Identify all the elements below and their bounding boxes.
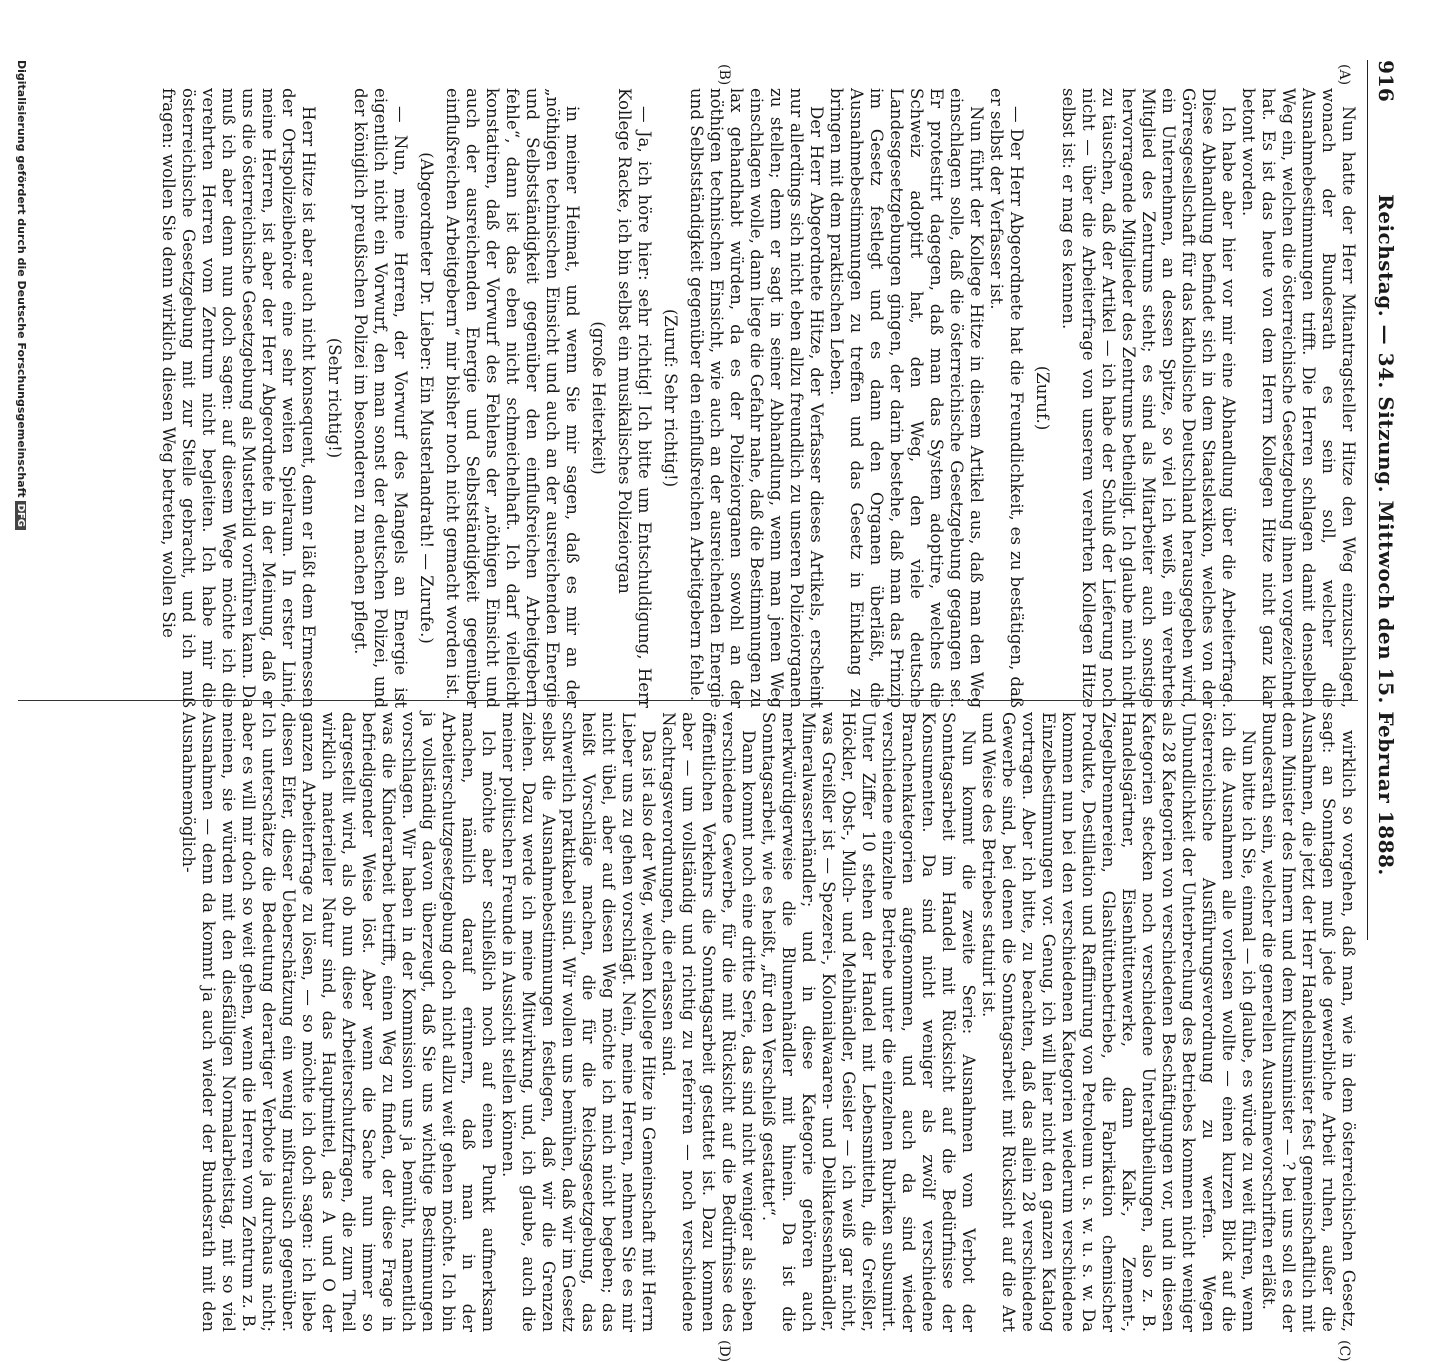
margin-marker-b: (B) <box>716 64 732 86</box>
paragraph: Ich möchte aber schließlich noch auf einen Punkt aufmerksam machen, nämlich darauf erinnern, daß man in der Arbeiterschutzgesetzgebung doch nicht allzu weit gehen möchte. Ich bin ja vollständig davon überzeugt, daß Sie uns wichtige Bestimmungen vorschlagen. Wir haben in der Kommission uns ja bemüht, namentlich was die Kinderarbeit betrifft, einen Weg zu finden, der diese Frage in befriedigender Weise löst. Aber wenn die Sache nun immer so dargestellt wird, als ob nun diese Arbeiterschutzfragen, die zum Theil wirklich materieller Natur sind, das Hauptmittel, das A und O der ganzen Arbeiterfrage zu lösen, — so möchte ich doch sagen: ich liebe diesen Eifer, dieser Ueberschätzung ein wenig mißtrauisch gegenüber. Ich unterschätze die Bedeutung derartiger Verbote ja durchaus nicht; aber es will mir doch so weit gehen, wenn die Herren vom Zentrum z. B. meinen, sie würden mit den diesfälligen Normalarbeitstag, mit so viel Ausnahmen — denn da kommt ja auch wieder der Bundesrath mit den Ausnahmemöglich- <box>179 712 498 1332</box>
paragraph: Ich habe aber hier vor mir eine Abhandlung über die Arbeiterfrage. Diese Abhandlung befindet sich in dem Staatslexikon, welches von der Görresgesellschaft für das katholische Deutschland herausgegeben wird, ein Unternehmen, an dessen Spitze, so viel ich weiß, ein verehrtes Mitglied des Zentrums steht; es sind als Mitarbeiter auch sonstige hervorragende Mitglieder des Zentrums betheiligt. Ich glaube mich nicht zu täuschen, daß der Artikel — ich habe der Schluß der Lieferung noch nicht — über die Arbeiterfrage von unserem verehrten Kollegen Hitze selbst ist: er mag es kennen. <box>1059 88 1238 708</box>
credit-text: Digitalisierung gefördert durch die Deutsche Forschungsgemeinschaft <box>15 60 28 498</box>
paragraph: Nun hatte der Herr Mitantragsteller Hitze den Weg einzuschlagen, wonach der Bundesrath es sein soll, welcher die Ausnahmebestimmungen trifft. Die Herren schlagen damit denselben Weg ein, welchen die österreichische Gesetzgebung ihnen vorgezeichnet hat. Es ist das heute von dem Herrn Kollegen Hitze nicht ganz klar betont worden. <box>1239 88 1358 708</box>
paragraph: (große Heiterkeit) <box>589 321 608 475</box>
paragraph: in meiner Heimat, und wenn Sie mir sagen, daß es mir an der „nöthigen technischen Einsicht und auch an der ausreichenden Energie und Selbstständigkeit gegenüber den einflußreichen Arbeitgebern fehle“, dann ist das eben nicht schmeichelhaft. Ich darf vielleicht konstatiren, daß der Vorwurf des Fehlens der „nöthigen Einsicht und auch der ausreichenden Energie und Selbstständigkeit gegenüber einflußreichen Arbeitgebern“ mir bisher noch nicht gemacht worden ist. <box>443 88 582 708</box>
paragraph: (Zuruf: Sehr richtig!) <box>661 308 680 488</box>
column-divider <box>18 700 1358 701</box>
margin-marker-c: (C) <box>1336 1340 1352 1362</box>
paragraph: (Abgeordneter Dr. Lieber: Ein Musterlandrath! — Zurufe.) <box>417 152 436 644</box>
left-column <box>158 88 1358 708</box>
header-title: Reichstag. — 34. Sitzung. Mittwoch den 15. Februar 1888. <box>1374 194 1398 876</box>
paragraph: wirklich so vorgehen, daß man, wie in dem österreichischen Gesetz, sagt: an Sonntagen muß jede gewerbliche Arbeit ruhen, außer die Ausnahmen, die jetzt der Herr Handelsminister fest gemeinschaftlich mit dem Minister des Innern und dem Kultusminister — ? bei uns soll es der Bundesrath sein, welcher die generellen Ausnahmevorschriften erläßt. <box>1259 712 1358 1332</box>
running-header <box>1372 60 1398 940</box>
paragraph: — Ja, ich höre hier: sehr richtig! Ich bitte um Entschuldigung, Herr Kollege Racke, ich bin selbst ein musikalisches Polizeiorgan <box>615 88 654 708</box>
header-rule <box>1367 60 1368 940</box>
page-number: 916 <box>1374 60 1398 102</box>
paragraph: Herr Hitze ist aber auch nicht konsequent, denn er läßt dem Ermessen der Ortspolizeibehörde eine sehr weiten Spielraum. In erster Linie, meine Herren, ist aber der Herr Abgeordnete in der Meinung, daß er uns die österreichische Gesetzgebung als Musterbild vorführen kann. Da muß ich aber denn nun doch sagen: auf diesem Wege möchte ich die verehrten Herren vom Zentrum nicht begleiten. Ich habe mir die österreichische Gesetzgebung mit zur Stelle gebracht, und ich muß fragen: wollen Sie denn wirklich diesen Weg betreten, wollen Sie <box>159 88 318 708</box>
paragraph: (Zuruf.) <box>1033 365 1052 431</box>
dfg-badge: DFG <box>15 501 26 530</box>
paragraph: Das ist also der Weg, welchen Kollege Hitze in Gemeinschaft mit Herrn Lieber uns zu gehen vorschlägt. Nein, meine Herren, nehmen Sie es mir nicht übel, aber auf diesen Weg möchte ich mich nicht begeben; das heißt Vorschläge machen, die für die Reichsgesetzgebung, das schwerlich praktikabel sind. Wir wollen uns bemühen, daß wir im Gesetz selbst die Ausnahmebestimmungen festlegen, daß wir die Grenzen ziehen. Dazu werde ich meine Mitwirkung, und, ich glaube, auch die meiner politischen Freunde in Aussicht stellen können. <box>499 712 658 1332</box>
digitization-credit <box>15 60 28 530</box>
paragraph: Der Herr Abgeordnete Hitze, der Verfasser dieses Artikels, erscheint nur allerdings sich nicht eben allzu freundlich zu unseren Polizeiorganen zu stellen; denn er sagt in seiner Abhandlung, wenn man jenen Weg einschlagen wolle, dann liege die Gefahr nahe, daß die Bestimmungen zu lax gehandhabt würden, da es der Polizeiorganen sowohl an der nöthigen technischen Einsicht, wie auch an der ausreichenden Energie und Selbstständigkeit gegenüber den einflußreichen Arbeitgebern fehle. <box>687 88 826 708</box>
paragraph: Nun führt der Kollege Hitze in diesem Artikel aus, daß man den Weg einschlagen solle, daß die österreichische Gesetzgebung gegangen sei. Er protestirt dagegen, daß man das System adoptire, welches die Schweiz adoptirt hat, den Weg, den viele deutsche Landesgesetzgebungen gingen, der darin bestehe, daß man das Prinzip im Gesetz festlegt und es dann den Organen überläßt, die Ausnahmebestimmungen zu treffen und das Gesetz in Einklang zu bringen mit dem praktischen Leben. <box>827 88 986 708</box>
margin-marker-a: (A) <box>1336 64 1352 86</box>
paragraph: — Nun, meine Herren, der Vorwurf des Mangels an Energie ist eigentlich nicht ein Vorwurf, den man sonst der deutschen Polizei, und der königlich preußischen Polizei im besonderen zu machen pflegt. <box>351 88 410 708</box>
right-column <box>178 712 1358 1332</box>
paragraph: — Der Herr Abgeordnete hat die Freundlichkeit, es zu bestätigen, daß er selbst der Verfasser ist. <box>987 88 1026 708</box>
paragraph: (Sehr richtig!) <box>325 337 344 459</box>
paragraph: Dann kommt noch eine dritte Serie, das sind nicht weniger als sieben verschiedene Gewerbe, für die mit Rücksicht auf die Bedürfnisse des öffentlichen Verkehrs die Sonntagsarbeit gestattet ist. Dazu kommen aber — um vollständig und richtig zu referiren — noch verschiedene Nachtragsverordnungen, die erlassen sind. <box>659 712 758 1332</box>
paragraph: Nun bitte ich Sie, einmal — ich glaube, es würde zu weit führen, wenn ich die Ausnahmen alle vorlesen wollte — einen kurzen Blick auf die österreichische Ausführungsverordnung zu werfen. Wegen Unbundlichkeit der Unterbrechung des Betriebes kommen nicht weniger als 28 Kategorien von verschiedenen Beschäftigungen vor, und in diesen Kategorien stecken noch verschiedene Unterabtheilungen, also z. B. Handelsgärtner, Eisenhüttenwerke, dann Kalk-, Zement-, Ziegelbrennereien, Glashüttenbetriebe, die Fabrikation chemischer Produkte, Destillation und Raffinirung von Petroleum u. s. w. u. s. w. Da kommen nun bei den verschiedenen Kategorien wiederum verschiedene Einzelbestimmungen vor. Genug, ich will hier nicht den ganzen Katalog vortragen. Aber ich bitte, zu beachten, daß das allein 28 verschiedene Gewerbe sind, bei denen die Sonntagsarbeit mit Rücksicht auf die Art und Weise des Betriebes statuirt ist. <box>979 712 1258 1332</box>
paragraph: Nun kommt die zweite Serie: Ausnahmen vom Verbot der Sonntagsarbeit im Handel mit Rücksicht auf die Bedürfnisse der Konsumenten. Da sind nicht weniger als zwölf verschiedene Branchenkategorien aufgenommen, und auch da sind wieder verschiedene einzelne Betriebe unter die einzelnen Rubriken subsumirt. Unter Ziffer 10 stehen der Handel mit Lebensmitteln, die Greißler, Höckler, Obst-, Milch- und Mehlhändler, Geisler — ich weiß gar nicht, was Greißler ist — Spezerei-, Kolonialwaaren- und Delikatessenhändler, Mineralwasserhändler; und in diese Kategorie gehören auch merkwürdigerweise die Blumenhändler mit hinein. Da ist die Sonntagsarbeit, wie es heißt, „für den Verschleiß gestattet“. <box>759 712 978 1332</box>
margin-marker-d: (D) <box>716 1340 732 1362</box>
